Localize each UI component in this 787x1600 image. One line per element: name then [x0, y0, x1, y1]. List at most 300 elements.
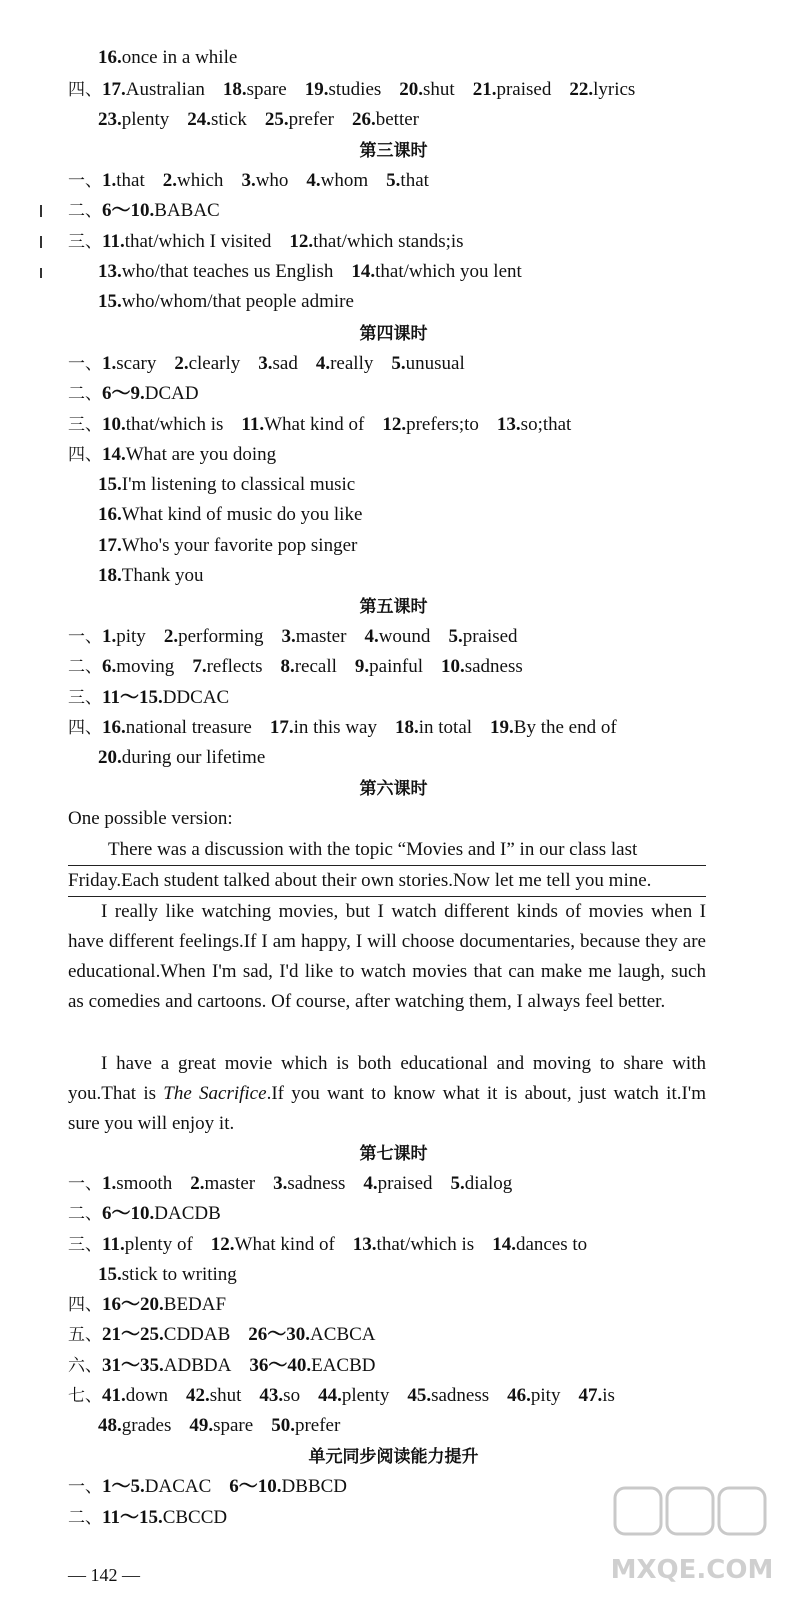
answer-item	[211, 1234, 335, 1255]
answer-text: so;that	[520, 414, 572, 435]
answer-text: Australian	[125, 79, 205, 100]
section-prefix: 三、	[68, 415, 102, 435]
question-number: 17.	[98, 535, 122, 556]
watermark-logo	[607, 1482, 777, 1592]
question-number: 50.	[271, 1415, 295, 1436]
question-number: 1～5.	[102, 1476, 145, 1497]
question-number: 5.	[391, 353, 406, 374]
answer-item	[352, 109, 419, 130]
answer-text: painful	[369, 656, 423, 677]
answer-item	[382, 414, 479, 435]
answer-line	[68, 199, 707, 223]
section-heading: 第四课时	[359, 324, 428, 344]
answer-text: spare	[246, 79, 287, 100]
answer-item	[270, 717, 377, 738]
answer-line	[68, 169, 707, 193]
answer-text: shut	[423, 79, 455, 100]
answer-item	[271, 1415, 340, 1436]
question-number: 10.	[102, 414, 126, 435]
question-number: 18.	[394, 717, 419, 738]
answer-text: shut	[209, 1385, 242, 1406]
question-number: 3.	[281, 626, 296, 647]
question-number: 24.	[187, 109, 211, 130]
answer-text: really	[330, 353, 374, 374]
answer-item	[497, 414, 571, 435]
section-prefix: 三、	[68, 232, 102, 252]
question-number: 42.	[185, 1385, 210, 1406]
answer-text: master	[204, 1173, 256, 1194]
question-number: 11.	[241, 414, 265, 435]
question-number: 9.	[354, 656, 370, 677]
answer-item	[492, 1234, 587, 1255]
answer-line	[68, 1202, 707, 1226]
answer-item	[316, 353, 374, 374]
answer-text: ACBCA	[310, 1324, 376, 1345]
answer-item	[578, 1385, 614, 1406]
answer-text: that/which stands;is	[313, 231, 464, 252]
answer-line	[68, 716, 707, 740]
question-number: 11.	[102, 231, 125, 252]
answer-item	[98, 535, 357, 556]
answer-text: master	[295, 626, 347, 647]
answer-item	[364, 626, 430, 647]
question-number: 14.	[102, 444, 126, 465]
answer-text: national treasure	[125, 717, 252, 738]
section-prefix: 四、	[68, 80, 102, 100]
answer-text: stick	[211, 109, 247, 130]
answer-text: praised	[377, 1173, 433, 1194]
answer-line	[68, 78, 707, 102]
answer-line	[98, 260, 707, 284]
answer-text: better	[375, 109, 420, 130]
answer-text: What kind of	[264, 414, 365, 435]
section-prefix: 二、	[68, 1508, 102, 1528]
section-prefix: 二、	[68, 657, 102, 677]
question-number: 21～25.	[102, 1324, 164, 1345]
answer-line	[98, 46, 707, 70]
answer-text: so	[283, 1385, 301, 1406]
question-number: 19.	[304, 79, 329, 100]
answer-text: dialog	[464, 1173, 513, 1194]
answer-text: Who's your favorite pop singer	[121, 535, 358, 556]
answer-text: By the end of	[513, 717, 617, 738]
margin-tick	[40, 205, 42, 217]
answer-item	[305, 79, 382, 100]
answer-item	[102, 444, 276, 465]
answer-text: who	[255, 170, 289, 191]
answer-item	[569, 79, 635, 100]
answer-line	[98, 746, 707, 770]
question-number: 5.	[450, 1173, 465, 1194]
question-number: 15.	[98, 474, 122, 495]
section-prefix: 一、	[68, 1174, 102, 1194]
question-number: 18.	[222, 79, 247, 100]
answer-text: DACDB	[154, 1203, 221, 1224]
question-number: 49.	[189, 1415, 214, 1436]
question-number: 19.	[490, 717, 514, 738]
answer-item	[98, 565, 204, 586]
answer-text: in total	[418, 717, 473, 738]
question-number: 11～15.	[102, 1507, 163, 1528]
question-number: 21.	[472, 79, 497, 100]
answer-line	[68, 443, 707, 467]
question-number: 12.	[382, 414, 407, 435]
answer-item	[186, 1385, 241, 1406]
question-number: 16.	[98, 504, 122, 525]
underlined-line-2: Friday.Each student talked about their own stories.Now let me tell you mine.	[68, 866, 706, 897]
answer-text: BABAC	[154, 200, 220, 221]
answer-item	[98, 47, 237, 68]
answer-text: plenty of	[124, 1234, 193, 1255]
answer-text: plenty	[341, 1385, 390, 1406]
page-number: — 142 —	[68, 1565, 140, 1585]
answer-item	[102, 200, 220, 221]
answer-line	[98, 1414, 707, 1438]
section-heading: 第三课时	[359, 141, 428, 161]
answer-text: spare	[213, 1415, 254, 1436]
answer-item	[102, 383, 199, 404]
answer-text: praised	[496, 79, 552, 100]
answer-item	[98, 109, 169, 130]
section-prefix: 七、	[68, 1386, 102, 1406]
answer-item	[102, 231, 271, 252]
answer-item	[441, 656, 523, 677]
question-number: 13.	[496, 414, 521, 435]
section-prefix: 五、	[68, 1325, 102, 1345]
question-number: 4.	[364, 626, 379, 647]
answer-text: sadness	[287, 1173, 346, 1194]
question-number: 15.	[98, 1264, 122, 1285]
answer-line	[68, 1354, 707, 1378]
answer-text: DDCAC	[162, 687, 230, 708]
answer-item	[164, 626, 264, 647]
essay-paragraph-2-text	[68, 1049, 706, 1139]
answer-item	[229, 1476, 347, 1497]
question-number: 4.	[363, 1173, 378, 1194]
answer-line	[98, 108, 707, 132]
question-number: 8.	[280, 656, 295, 677]
answer-item	[351, 261, 521, 282]
answer-line	[68, 625, 707, 649]
essay-underlined-opening	[68, 835, 706, 897]
question-number: 6.	[102, 656, 117, 677]
answer-item	[187, 109, 247, 130]
answer-text: plenty	[121, 109, 170, 130]
question-number: 44.	[318, 1385, 342, 1406]
answer-text: that/which you lent	[375, 261, 522, 282]
section-prefix: 四、	[68, 445, 102, 465]
answer-text: reflects	[206, 656, 263, 677]
answer-item	[391, 353, 464, 374]
answer-text: smooth	[116, 1173, 173, 1194]
answer-item	[190, 1173, 255, 1194]
answer-line	[98, 534, 707, 558]
answer-item	[102, 626, 146, 647]
question-number: 3.	[258, 353, 273, 374]
question-number: 3.	[241, 170, 256, 191]
answer-item	[98, 474, 355, 495]
question-number: 36～40.	[249, 1355, 312, 1376]
answer-item	[163, 170, 224, 191]
answer-item	[192, 656, 262, 677]
answer-line	[68, 1323, 707, 1347]
answer-line	[68, 655, 707, 679]
question-number: 16～20.	[102, 1294, 164, 1315]
answer-text: scary	[116, 353, 157, 374]
question-number: 14.	[492, 1234, 516, 1255]
essay-paragraph-2-start: I have a great movie which is both educational and moving to share with you.That is	[68, 1053, 706, 1104]
answer-item	[102, 1385, 168, 1406]
essay-paragraph-1	[68, 897, 706, 1017]
answer-text: clearly	[188, 353, 241, 374]
question-number: 17.	[269, 717, 294, 738]
question-number: 2.	[190, 1173, 205, 1194]
question-number: 3.	[273, 1173, 288, 1194]
answer-item	[248, 1324, 375, 1345]
answer-line	[68, 352, 707, 376]
answer-text: EACBD	[311, 1355, 376, 1376]
answer-line	[68, 413, 707, 437]
answer-item	[189, 1415, 253, 1436]
answer-item	[353, 1234, 474, 1255]
question-number: 20.	[399, 79, 424, 100]
answer-text: that/which is	[125, 414, 224, 435]
answer-text: during our lifetime	[121, 747, 266, 768]
answer-item	[98, 747, 265, 768]
answer-line	[98, 1263, 707, 1287]
answer-line	[98, 473, 707, 497]
section-prefix: 六、	[68, 1356, 102, 1376]
question-number: 20.	[98, 747, 122, 768]
essay-paragraph-2	[68, 1049, 706, 1139]
section-heading: 第五课时	[359, 597, 428, 617]
question-number: 16.	[102, 717, 126, 738]
answer-line	[98, 503, 707, 527]
answer-text: BEDAF	[163, 1294, 227, 1315]
section-heading: 单元同步阅读能力提升	[308, 1447, 479, 1467]
answer-text: sadness	[464, 656, 523, 677]
answer-item	[102, 1324, 230, 1345]
question-number: 17.	[102, 79, 126, 100]
section-prefix: 一、	[68, 1477, 102, 1497]
section-heading: 第七课时	[359, 1144, 428, 1164]
answer-text: pity	[116, 626, 146, 647]
answer-item	[306, 170, 368, 191]
answer-text: grades	[121, 1415, 172, 1436]
answer-item	[98, 504, 362, 525]
answer-text: ADBDA	[163, 1355, 232, 1376]
answer-item	[448, 626, 517, 647]
answer-text: prefers;to	[406, 414, 479, 435]
answer-item	[102, 1294, 226, 1315]
question-number: 31～35.	[102, 1355, 164, 1376]
essay-intro: One possible version:	[68, 808, 233, 829]
answer-text: DBBCD	[281, 1476, 348, 1497]
answer-item	[507, 1385, 560, 1406]
question-number: 13.	[98, 261, 122, 282]
question-number: 6～10.	[229, 1476, 282, 1497]
answer-text: CBCCD	[162, 1507, 228, 1528]
section-prefix: 一、	[68, 171, 102, 191]
question-number: 6～9.	[102, 383, 145, 404]
answer-item	[399, 79, 454, 100]
answer-text: dances to	[515, 1234, 588, 1255]
answer-item	[98, 1264, 237, 1285]
question-number: 22.	[569, 79, 594, 100]
answer-item	[102, 1234, 193, 1255]
question-number: 6～10.	[102, 200, 155, 221]
question-number: 11.	[102, 1234, 125, 1255]
section-prefix: 四、	[68, 718, 102, 738]
section-prefix: 三、	[68, 688, 102, 708]
answer-item	[102, 1507, 227, 1528]
answer-text: that	[116, 170, 145, 191]
answer-text: DCAD	[144, 383, 199, 404]
answer-item	[102, 1203, 221, 1224]
answer-item	[355, 656, 423, 677]
answer-text: What are you doing	[125, 444, 277, 465]
question-number: 7.	[192, 656, 207, 677]
question-number: 11～15.	[102, 687, 163, 708]
answer-item	[241, 170, 288, 191]
question-number: 12.	[289, 231, 314, 252]
underlined-line-1: There was a discussion with the topic “Movies and I” in our class last	[68, 835, 706, 866]
question-number: 45.	[407, 1385, 432, 1406]
answer-line	[68, 1172, 707, 1196]
answer-line	[68, 382, 707, 406]
question-number: 15.	[98, 291, 122, 312]
answer-item	[451, 1173, 513, 1194]
answer-item	[249, 1355, 375, 1376]
answer-item	[102, 414, 223, 435]
answer-text: down	[125, 1385, 168, 1406]
answer-text: is	[602, 1385, 615, 1406]
answer-item	[386, 170, 429, 191]
answer-item	[265, 109, 334, 130]
answer-item	[102, 717, 252, 738]
answer-item	[395, 717, 472, 738]
answer-line	[68, 686, 707, 710]
answer-text: whom	[320, 170, 369, 191]
answer-item	[490, 717, 617, 738]
answer-item	[102, 1173, 172, 1194]
answer-line	[68, 230, 707, 254]
answer-item	[318, 1385, 389, 1406]
answer-text: once in a while	[121, 47, 238, 68]
section-prefix: 二、	[68, 201, 102, 221]
question-number: 1.	[102, 626, 117, 647]
question-number: 12.	[210, 1234, 235, 1255]
question-number: 1.	[102, 353, 117, 374]
question-number: 2.	[163, 626, 179, 647]
answer-text: that/which I visited	[124, 231, 272, 252]
answer-item	[102, 353, 156, 374]
answer-text: recall	[294, 656, 337, 677]
answer-item	[174, 353, 240, 374]
answer-text: wound	[378, 626, 431, 647]
question-number: 26～30.	[248, 1324, 311, 1345]
answer-text: prefer	[288, 109, 334, 130]
answer-item	[473, 79, 552, 100]
answer-text: stick to writing	[121, 1264, 237, 1285]
answer-text: CDDAB	[163, 1324, 231, 1345]
answer-item	[407, 1385, 489, 1406]
answer-item	[102, 687, 229, 708]
answer-item	[241, 414, 364, 435]
question-number: 4.	[315, 353, 331, 374]
answer-text: pity	[530, 1385, 561, 1406]
answer-item	[282, 626, 347, 647]
question-number: 46.	[507, 1385, 531, 1406]
answer-text: Thank you	[121, 565, 204, 586]
question-number: 14.	[351, 261, 376, 282]
answer-line	[98, 290, 707, 314]
answer-item	[102, 1355, 231, 1376]
essay-paragraph-1-text: I really like watching movies, but I watch different kinds of movies when I have different feelings.If I am happy, I will choose documentaries, because they are educational.When I'm sad, I'd like to watch movies that can make me laugh, such as comedies and cartoons. Of course, after watching them, I always feel better.	[68, 901, 706, 1012]
answer-text: lyrics	[593, 79, 636, 100]
question-number: 5.	[448, 626, 463, 647]
question-number: 13.	[352, 1234, 377, 1255]
answer-text: who/whom/that people admire	[121, 291, 354, 312]
section-prefix: 一、	[68, 627, 102, 647]
answer-item	[280, 656, 336, 677]
movie-title: The Sacrifice	[163, 1083, 267, 1104]
question-number: 41.	[102, 1385, 126, 1406]
answer-text: I'm listening to classical music	[121, 474, 356, 495]
answer-item	[102, 656, 174, 677]
answer-line	[98, 564, 707, 588]
margin-tick	[40, 236, 42, 248]
answer-text: studies	[328, 79, 382, 100]
section-prefix: 二、	[68, 384, 102, 404]
question-number: 47.	[578, 1385, 603, 1406]
question-number: 4.	[306, 170, 321, 191]
answer-text: that/which is	[376, 1234, 475, 1255]
answer-text: unusual	[405, 353, 465, 374]
answer-line	[68, 1384, 707, 1408]
section-heading: 第六课时	[359, 779, 428, 799]
question-number: 43.	[259, 1385, 284, 1406]
section-prefix: 二、	[68, 1204, 102, 1224]
margin-tick	[40, 268, 42, 278]
answer-text: praised	[462, 626, 518, 647]
question-number: 2.	[174, 353, 189, 374]
answer-item	[363, 1173, 432, 1194]
answer-text: who/that teaches us English	[121, 261, 334, 282]
section-prefix: 三、	[68, 1235, 102, 1255]
question-number: 1.	[102, 170, 117, 191]
question-number: 2.	[162, 170, 177, 191]
answer-item	[258, 353, 298, 374]
essay-paragraph-2-end: .If you want to know what it is about, just watch it.I'm sure you will enjoy it.	[68, 1083, 707, 1134]
answer-item	[273, 1173, 345, 1194]
answer-text: prefer	[294, 1415, 341, 1436]
section-prefix: 四、	[68, 1295, 102, 1315]
answer-text: sad	[272, 353, 298, 374]
question-number: 26.	[352, 109, 376, 130]
answer-line	[68, 1233, 707, 1257]
question-number: 18.	[98, 565, 122, 586]
answer-line	[68, 1293, 707, 1317]
answer-item	[289, 231, 463, 252]
answer-text: What kind of	[234, 1234, 335, 1255]
answer-item	[98, 1415, 171, 1436]
answer-item	[98, 261, 333, 282]
answer-text: DACAC	[144, 1476, 212, 1497]
answer-text: performing	[178, 626, 264, 647]
question-number: 23.	[98, 109, 122, 130]
question-number: 48.	[98, 1415, 122, 1436]
